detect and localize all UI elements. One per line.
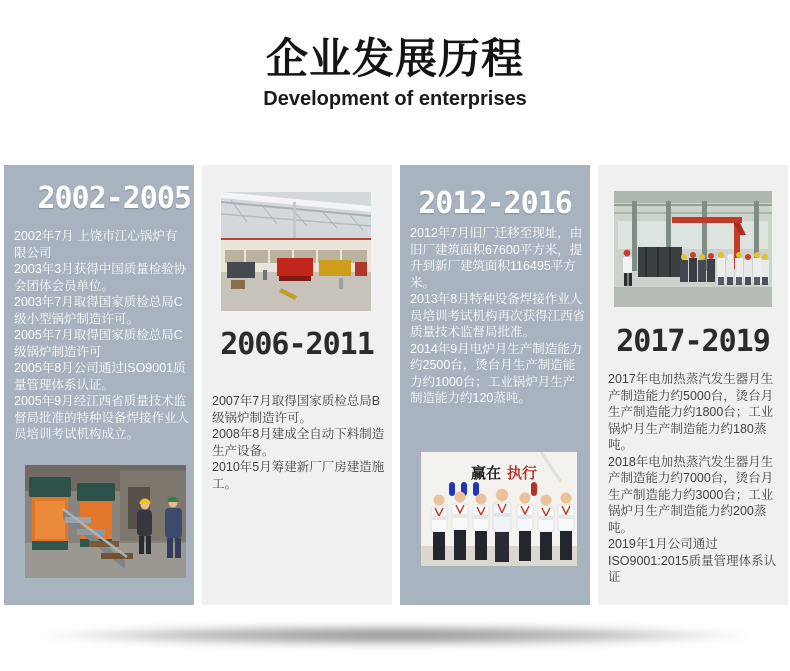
event-item: 2019年1月公司通过ISO9001:2015质量管理体系认证 <box>608 537 777 584</box>
page-subtitle: Development of enterprises <box>263 88 527 110</box>
period-heading: 2012-2016 <box>418 186 572 221</box>
event-item: 2018年电加热蒸汽发生器月生产制造能力约7000台，烫台月生产制造能力约3000台；工业锅炉月生产制造能力约200蒸吨。 <box>608 454 774 535</box>
period-heading: 2002-2005 <box>37 181 191 216</box>
page-title: 企业发展历程 <box>265 35 524 82</box>
period-heading: 2006-2011 <box>220 327 374 362</box>
section-drop-shadow <box>32 626 758 648</box>
event-item: 2005年8月公司通过ISO9001质量管理体系认证。 <box>14 361 186 392</box>
event-item: 2008年8月建成全自动下料制造生产设备。 <box>212 427 385 458</box>
events-list <box>410 225 585 407</box>
wall-text-part1: 赢在 <box>471 465 502 482</box>
event-item: 2014年9月电炉月生产制造能力约2500台，烫台月生产制造能力约1000台；工业锅炉月生产制造能力约120蒸吨。 <box>410 341 583 405</box>
event-item: 2002年7月 上饶市江心锅炉有限公司 <box>14 229 178 260</box>
event-item: 2012年7月旧厂迁移至现址，由旧厂建筑面积67600平方米，提升到新厂建筑面积116495平方米。 <box>410 226 583 290</box>
events-list <box>14 228 189 443</box>
timeline-panel-2006-2011 <box>202 165 392 605</box>
page-title-block <box>0 36 790 110</box>
timeline-panel-2012-2016 <box>400 165 590 605</box>
event-item: 2005年9月经江西省质量技术监督局批准的特种设备焊接作业人员培训考试机构成立。 <box>14 394 190 441</box>
event-item: 2005年7月取得国家质检总局C级锅炉制造许可 <box>14 328 183 359</box>
event-item: 2003年3月获得中国质量检验协会团体会员单位。 <box>14 262 187 293</box>
event-item: 2007年7月取得国家质检总局B级锅炉制造许可。 <box>212 394 381 425</box>
timeline-panel-2017-2019 <box>598 165 788 605</box>
event-item: 2013年8月特种设备焊接作业人员培训考试机构再次获得江西省质量技术监督局批准。 <box>410 292 586 339</box>
period-heading: 2017-2019 <box>616 324 770 359</box>
events-list <box>608 371 783 586</box>
timeline-panel-2002-2005 <box>4 165 194 605</box>
factory-boilers-photo <box>25 465 186 578</box>
event-item: 2003年7月取得国家质检总局C级小型锅炉制造许可。 <box>14 295 183 326</box>
team-photo <box>421 452 577 566</box>
wall-text-part2: 执行 <box>507 465 538 482</box>
events-list <box>212 393 387 492</box>
new-workshop-photo <box>221 192 371 311</box>
event-item: 2010年5月筹建新厂厂房建造施工。 <box>212 460 385 491</box>
staff-assembly-photo <box>614 191 772 307</box>
event-item: 2017年电加热蒸汽发生器月生产制造能力约5000台，烫台月生产制造能力约1800台；工业锅炉月生产制造能力约180蒸吨。 <box>608 372 774 452</box>
